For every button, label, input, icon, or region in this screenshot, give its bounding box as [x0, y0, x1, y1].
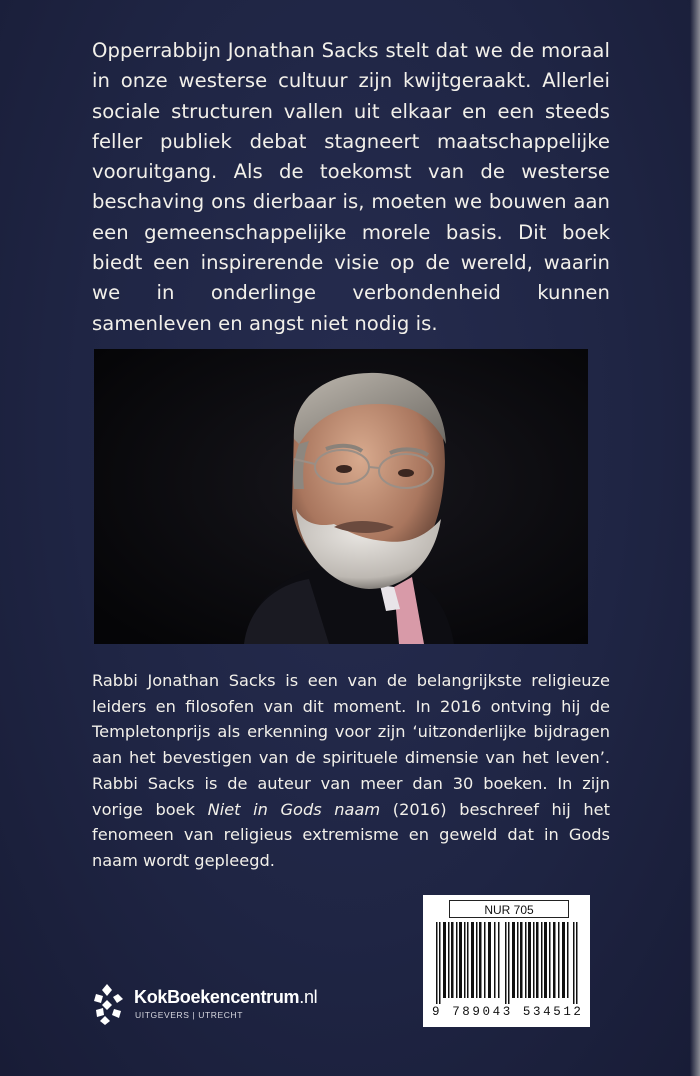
publisher-logo: [92, 980, 352, 1030]
nur-code: NUR 705: [449, 900, 569, 918]
blurb-text-block: [92, 36, 610, 339]
author-bio-paragraph: [92, 668, 610, 874]
isbn-barcode: [432, 922, 584, 1004]
author-portrait-illustration: [94, 349, 588, 644]
bio-text-part2: (2016) beschreef hij het fenomeen van religieus extremisme en geweld dat in Gods naam wordt gepleegd.: [92, 799, 610, 870]
publisher-name: [134, 986, 317, 1008]
publisher-domain-suffix: .nl: [299, 987, 318, 1007]
author-bio-block: [92, 668, 610, 874]
previous-book-title: Niet in Gods naam: [207, 799, 381, 819]
publisher-star-icon: [92, 982, 126, 1026]
blurb-paragraph: Opperrabbijn Jonathan Sacks stelt dat we de moraal in onze westerse cultuur zijn kwijtgeraakt. Allerlei sociale structuren vallen uit elkaar en een steeds feller publiek debat stagneert maatschappelijke vooruitgang. Als de toekomst van de westerse beschaving ons dierbaar is, moeten we bouwen aan een gemeenschappelijke morele basis. Dit boek biedt een inspirerende visie op de wereld, waarin we in onderlinge verbondenheid kunnen samenleven en angst niet nodig is.: [92, 39, 610, 335]
publisher-name-bold: KokBoekencentrum: [134, 987, 300, 1007]
author-portrait: [94, 349, 588, 644]
isbn-digits: 9 789043 534512: [432, 1005, 584, 1019]
publisher-subline: UITGEVERS | UTRECHT: [135, 1010, 244, 1020]
bio-text-part1: Rabbi Jonathan Sacks is een van de belangrijkste religieuze leiders en filosofen van dit moment. In 2016 ontving hij de Templetonprijs als erkenning voor zijn ‘uitzonderlijke bijdragen aan het bevestigen van de spirituele dimensie van het leven’. Rabbi Sacks is de auteur van meer dan 30 boeken. In zijn vorige boek: [92, 671, 610, 819]
cover-edge: [690, 0, 700, 1076]
